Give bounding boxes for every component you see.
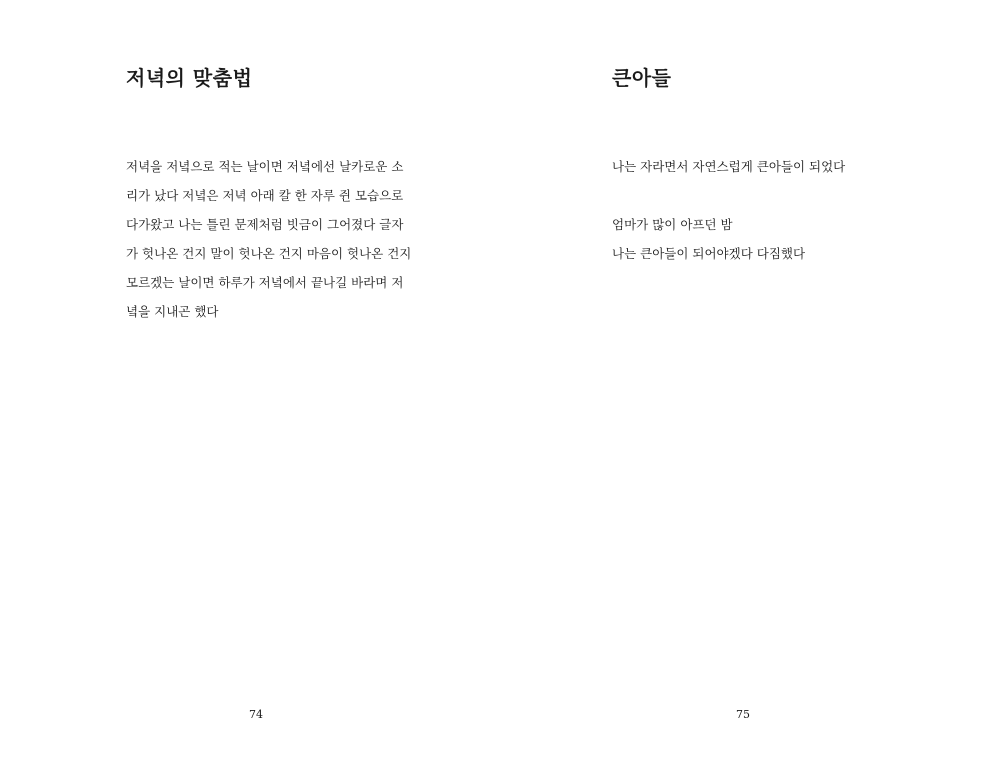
- poem-title: 큰아들: [612, 66, 672, 90]
- poem-line: 리가 났다 저녘은 저녁 아래 칼 한 자루 쥔 모습으로: [126, 188, 404, 203]
- stanza-break: [612, 181, 942, 210]
- poem-line: 가 헛나온 건지 말이 헛나온 건지 마음이 헛나온 건지: [126, 246, 412, 261]
- poem-line: 나는 큰아들이 되어야겠다 다짐했다: [612, 246, 806, 261]
- right-page: [500, 0, 1000, 772]
- poem-line: 녘을 지내곤 했다: [126, 304, 219, 319]
- poem-title: 저녁의 맞춤법: [126, 66, 253, 90]
- poem-body: [126, 152, 446, 326]
- poem-line: 엄마가 많이 아프던 밤: [612, 217, 733, 232]
- poem-line: 모르겠는 날이면 하루가 저녘에서 끝나길 바라며 저: [126, 275, 404, 290]
- poem-line: 저녁을 저녘으로 적는 날이면 저녘에선 날카로운 소: [126, 159, 404, 174]
- poem-line: 나는 자라면서 자연스럽게 큰아들이 되었다: [612, 159, 846, 174]
- poem-line: 다가왔고 나는 틀린 문제처럼 빗금이 그어졌다 글자: [126, 217, 404, 232]
- page-number: 74: [249, 708, 263, 721]
- poem-body: [612, 152, 942, 268]
- page-number: 75: [736, 708, 750, 721]
